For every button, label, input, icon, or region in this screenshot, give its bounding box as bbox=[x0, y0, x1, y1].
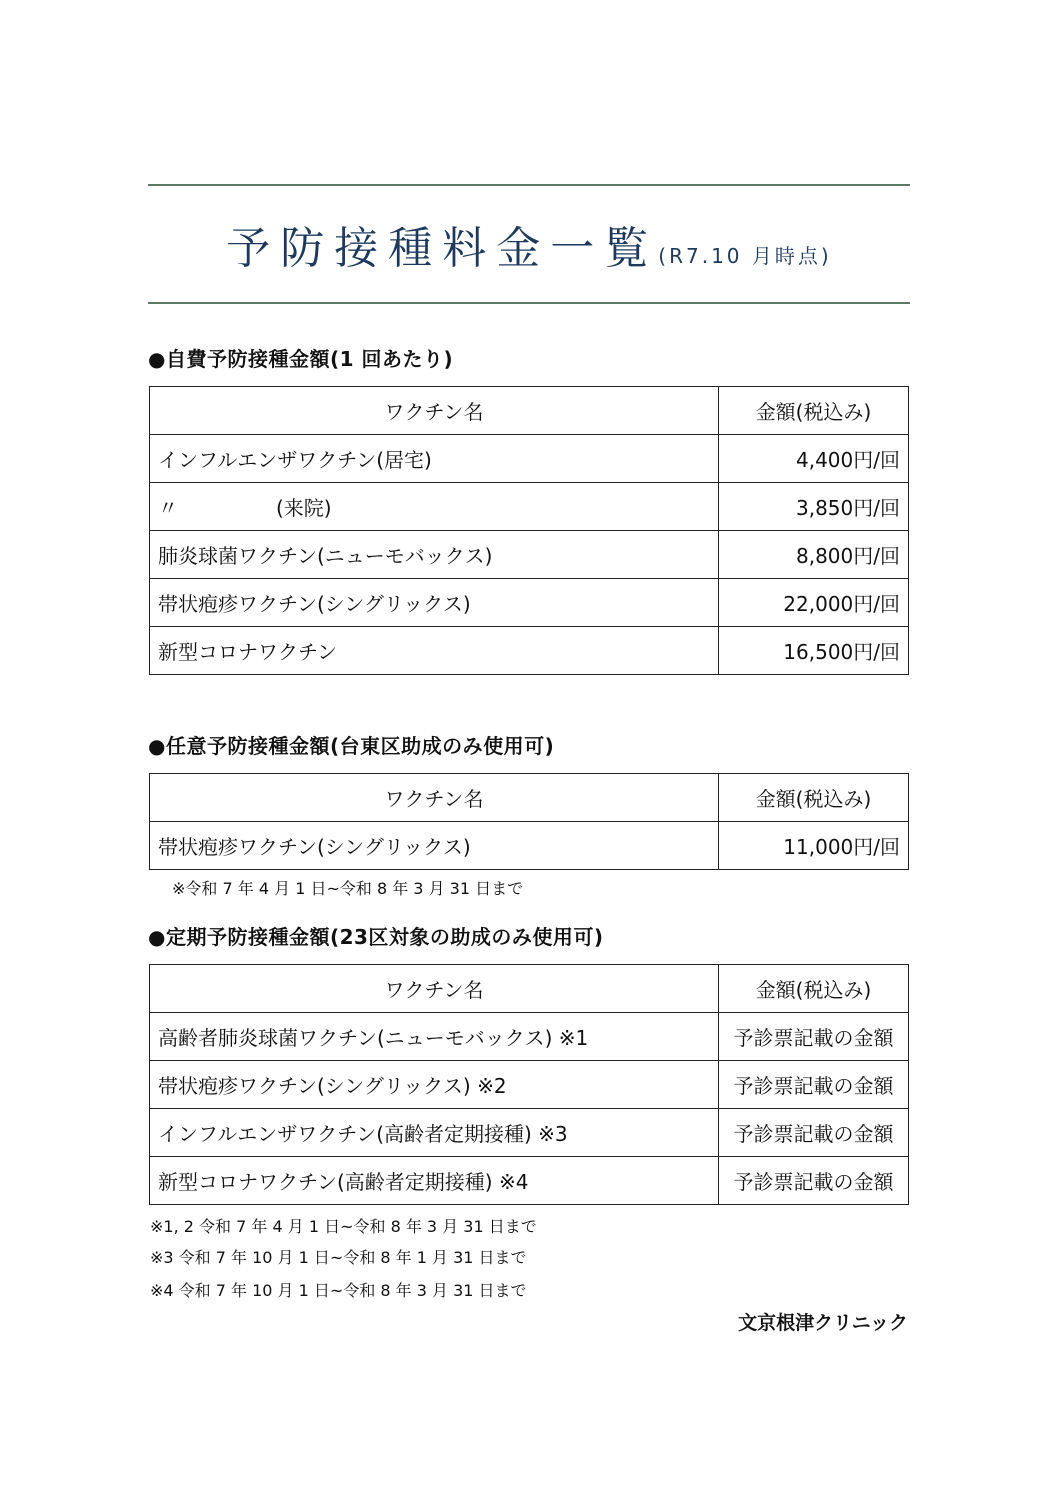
vaccine-price: 8,800円/回 bbox=[719, 531, 909, 579]
vaccine-name bbox=[150, 483, 719, 531]
bottom-rule bbox=[148, 302, 910, 304]
column-header-price: 金額(税込み) bbox=[719, 774, 909, 822]
routine-note-1: ※1, 2 令和 7 年 4 月 1 日~令和 8 年 3 月 31 日まで bbox=[150, 1217, 537, 1236]
table-row bbox=[150, 1109, 909, 1157]
table-header-row bbox=[150, 774, 909, 822]
vaccine-name: 新型コロナワクチン(高齢者定期接種) ※4 bbox=[150, 1157, 719, 1205]
vaccine-name: インフルエンザワクチン(居宅) bbox=[150, 435, 719, 483]
vaccine-name: 帯状疱疹ワクチン(シングリックス) bbox=[150, 579, 719, 627]
optional-price-table bbox=[149, 773, 909, 870]
vaccine-price: 16,500円/回 bbox=[719, 627, 909, 675]
section-heading-self-pay: ●自費予防接種金額(1 回あたり) bbox=[148, 347, 454, 371]
column-header-price: 金額(税込み) bbox=[719, 387, 909, 435]
vaccine-name: インフルエンザワクチン(高齢者定期接種) ※3 bbox=[150, 1109, 719, 1157]
table-row bbox=[150, 822, 909, 870]
optional-period-note: ※令和 7 年 4 月 1 日~令和 8 年 3 月 31 日まで bbox=[172, 879, 524, 898]
self-pay-price-table bbox=[149, 386, 909, 675]
table-row bbox=[150, 627, 909, 675]
ditto-mark: 〃 bbox=[158, 496, 178, 520]
table-row bbox=[150, 1157, 909, 1205]
vaccine-price: 予診票記載の金額 bbox=[719, 1109, 909, 1157]
table-row bbox=[150, 1013, 909, 1061]
column-header-price: 金額(税込み) bbox=[719, 965, 909, 1013]
vaccine-name: 新型コロナワクチン bbox=[150, 627, 719, 675]
table-row bbox=[150, 579, 909, 627]
table-row bbox=[150, 483, 909, 531]
routine-note-3: ※3 令和 7 年 10 月 1 日~令和 8 年 1 月 31 日まで bbox=[150, 1248, 527, 1267]
table-header-row bbox=[150, 965, 909, 1013]
vaccine-name: 帯状疱疹ワクチン(シングリックス) ※2 bbox=[150, 1061, 719, 1109]
vaccine-price: 4,400円/回 bbox=[719, 435, 909, 483]
vaccine-name: 高齢者肺炎球菌ワクチン(ニューモバックス) ※1 bbox=[150, 1013, 719, 1061]
title-main: 予防接種料金一覧 bbox=[226, 223, 659, 274]
vaccine-price: 11,000円/回 bbox=[719, 822, 909, 870]
vaccine-name: 帯状疱疹ワクチン(シングリックス) bbox=[150, 822, 719, 870]
table-header-row bbox=[150, 387, 909, 435]
page-title bbox=[148, 212, 910, 276]
vaccine-price: 予診票記載の金額 bbox=[719, 1157, 909, 1205]
vaccine-name: 肺炎球菌ワクチン(ニューモバックス) bbox=[150, 531, 719, 579]
column-header-vaccine-name: ワクチン名 bbox=[150, 774, 719, 822]
routine-price-table bbox=[149, 964, 909, 1205]
section-heading-routine: ●定期予防接種金額(23区対象の助成のみ使用可) bbox=[148, 925, 604, 949]
column-header-vaccine-name: ワクチン名 bbox=[150, 387, 719, 435]
vaccine-price: 3,850円/回 bbox=[719, 483, 909, 531]
top-rule bbox=[148, 184, 910, 186]
vaccine-price: 22,000円/回 bbox=[719, 579, 909, 627]
vaccine-name-variant: (来院) bbox=[276, 496, 332, 520]
section-heading-optional: ●任意予防接種金額(台東区助成のみ使用可) bbox=[148, 734, 555, 758]
column-header-vaccine-name: ワクチン名 bbox=[150, 965, 719, 1013]
routine-note-4: ※4 令和 7 年 10 月 1 日~令和 8 年 3 月 31 日まで bbox=[150, 1281, 527, 1300]
table-row bbox=[150, 1061, 909, 1109]
clinic-name: 文京根津クリニック bbox=[738, 1312, 908, 1334]
table-row bbox=[150, 435, 909, 483]
vaccine-price: 予診票記載の金額 bbox=[719, 1061, 909, 1109]
table-row bbox=[150, 531, 909, 579]
vaccine-price: 予診票記載の金額 bbox=[719, 1013, 909, 1061]
title-date: (R7.10 月時点) bbox=[658, 244, 832, 268]
